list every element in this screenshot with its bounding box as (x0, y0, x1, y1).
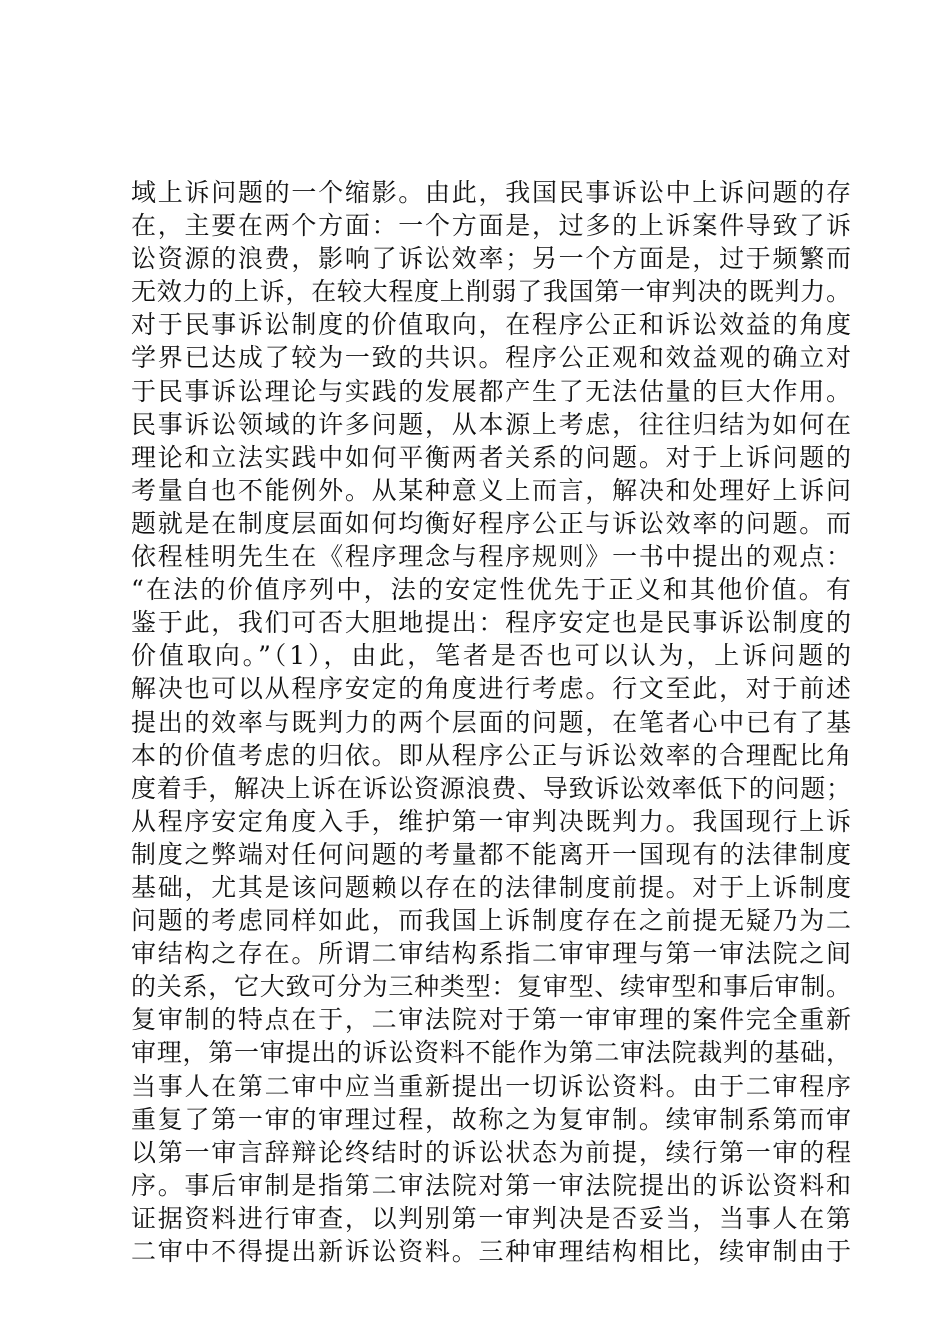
text-line: 理论和立法实践中如何平衡两者关系的问题。对于上诉问题的 (131, 442, 851, 472)
text-line: 考量自也不能例外。从某种意义上而言，解决和处理好上诉问 (131, 475, 851, 505)
text-line: 基础，尤其是该问题赖以存在的法律制度前提。对于上诉制度 (131, 872, 851, 902)
text-line: 讼资源的浪费，影响了诉讼效率；另一个方面是，过于频繁而 (131, 244, 851, 274)
text-line: 本的价值考虑的归依。即从程序公正与诉讼效率的合理配比角 (131, 740, 851, 770)
text-line: 以第一审言辞辩论终结时的诉讼状态为前提，续行第一审的程 (131, 1137, 851, 1167)
text-line: 当事人在第二审中应当重新提出一切诉讼资料。由于二审程序 (131, 1071, 851, 1101)
text-line: 重复了第一审的审理过程，故称之为复审制。续审制系第而审 (131, 1104, 851, 1134)
text-line: 的关系，它大致可分为三种类型：复审型、续审型和事后审制。 (131, 972, 851, 1002)
text-line: 题就是在制度层面如何均衡好程序公正与诉讼效率的问题。而 (131, 508, 851, 538)
text-line: 问题的考虑同样如此，而我国上诉制度存在之前提无疑乃为二 (131, 906, 851, 936)
text-line: 域上诉问题的一个缩影。由此，我国民事诉讼中上诉问题的存 (131, 178, 851, 207)
text-line: 在，主要在两个方面：一个方面是，过多的上诉案件导致了诉 (131, 211, 851, 241)
text-line: 对于民事诉讼制度的价值取向，在程序公正和诉讼效益的角度 (131, 310, 851, 340)
text-line: 复审制的特点在于，二审法院对于第一审审理的案件完全重新 (131, 1005, 851, 1035)
text-line: 提出的效率与既判力的两个层面的问题，在笔者心中已有了基 (131, 707, 851, 737)
text-line: 价值取向。”（1），由此，笔者是否也可以认为，上诉问题的 (131, 641, 851, 671)
body-text (131, 176, 851, 1268)
text-line: 度着手，解决上诉在诉讼资源浪费、导致诉讼效率低下的问题； (131, 773, 851, 803)
text-line: 制度之弊端对任何问题的考量都不能离开一国现有的法律制度 (131, 839, 851, 869)
text-line: 无效力的上诉，在较大程度上削弱了我国第一审判决的既判力。 (131, 277, 851, 307)
text-line: 解决也可以从程序安定的角度进行考虑。行文至此，对于前述 (131, 674, 851, 704)
text-line: 审结构之存在。所谓二审结构系指二审审理与第一审法院之间 (131, 939, 851, 969)
text-line: 二审中不得提出新诉讼资料。三种审理结构相比，续审制由于 (131, 1237, 851, 1266)
text-line: 序。事后审制是指第二审法院对第一审法院提出的诉讼资料和 (131, 1170, 851, 1200)
text-line: “在法的价值序列中，法的安定性优先于正义和其他价值。有 (131, 575, 851, 605)
text-line: 审理，第一审提出的诉讼资料不能作为第二审法院裁判的基础， (131, 1038, 851, 1068)
text-line: 学界已达成了较为一致的共识。程序公正观和效益观的确立对 (131, 343, 851, 373)
text-line: 依程桂明先生在《程序理念与程序规则》一书中提出的观点： (131, 542, 851, 572)
text-line: 证据资料进行审查，以判别第一审判决是否妥当，当事人在第 (131, 1203, 851, 1233)
text-line: 鉴于此，我们可否大胆地提出：程序安定也是民事诉讼制度的 (131, 608, 851, 638)
text-line: 从程序安定角度入手，维护第一审判决既判力。我国现行上诉 (131, 806, 851, 836)
text-line: 于民事诉讼理论与实践的发展都产生了无法估量的巨大作用。 (131, 376, 851, 406)
text-line: 民事诉讼领域的许多问题，从本源上考虑，往往归结为如何在 (131, 409, 851, 439)
